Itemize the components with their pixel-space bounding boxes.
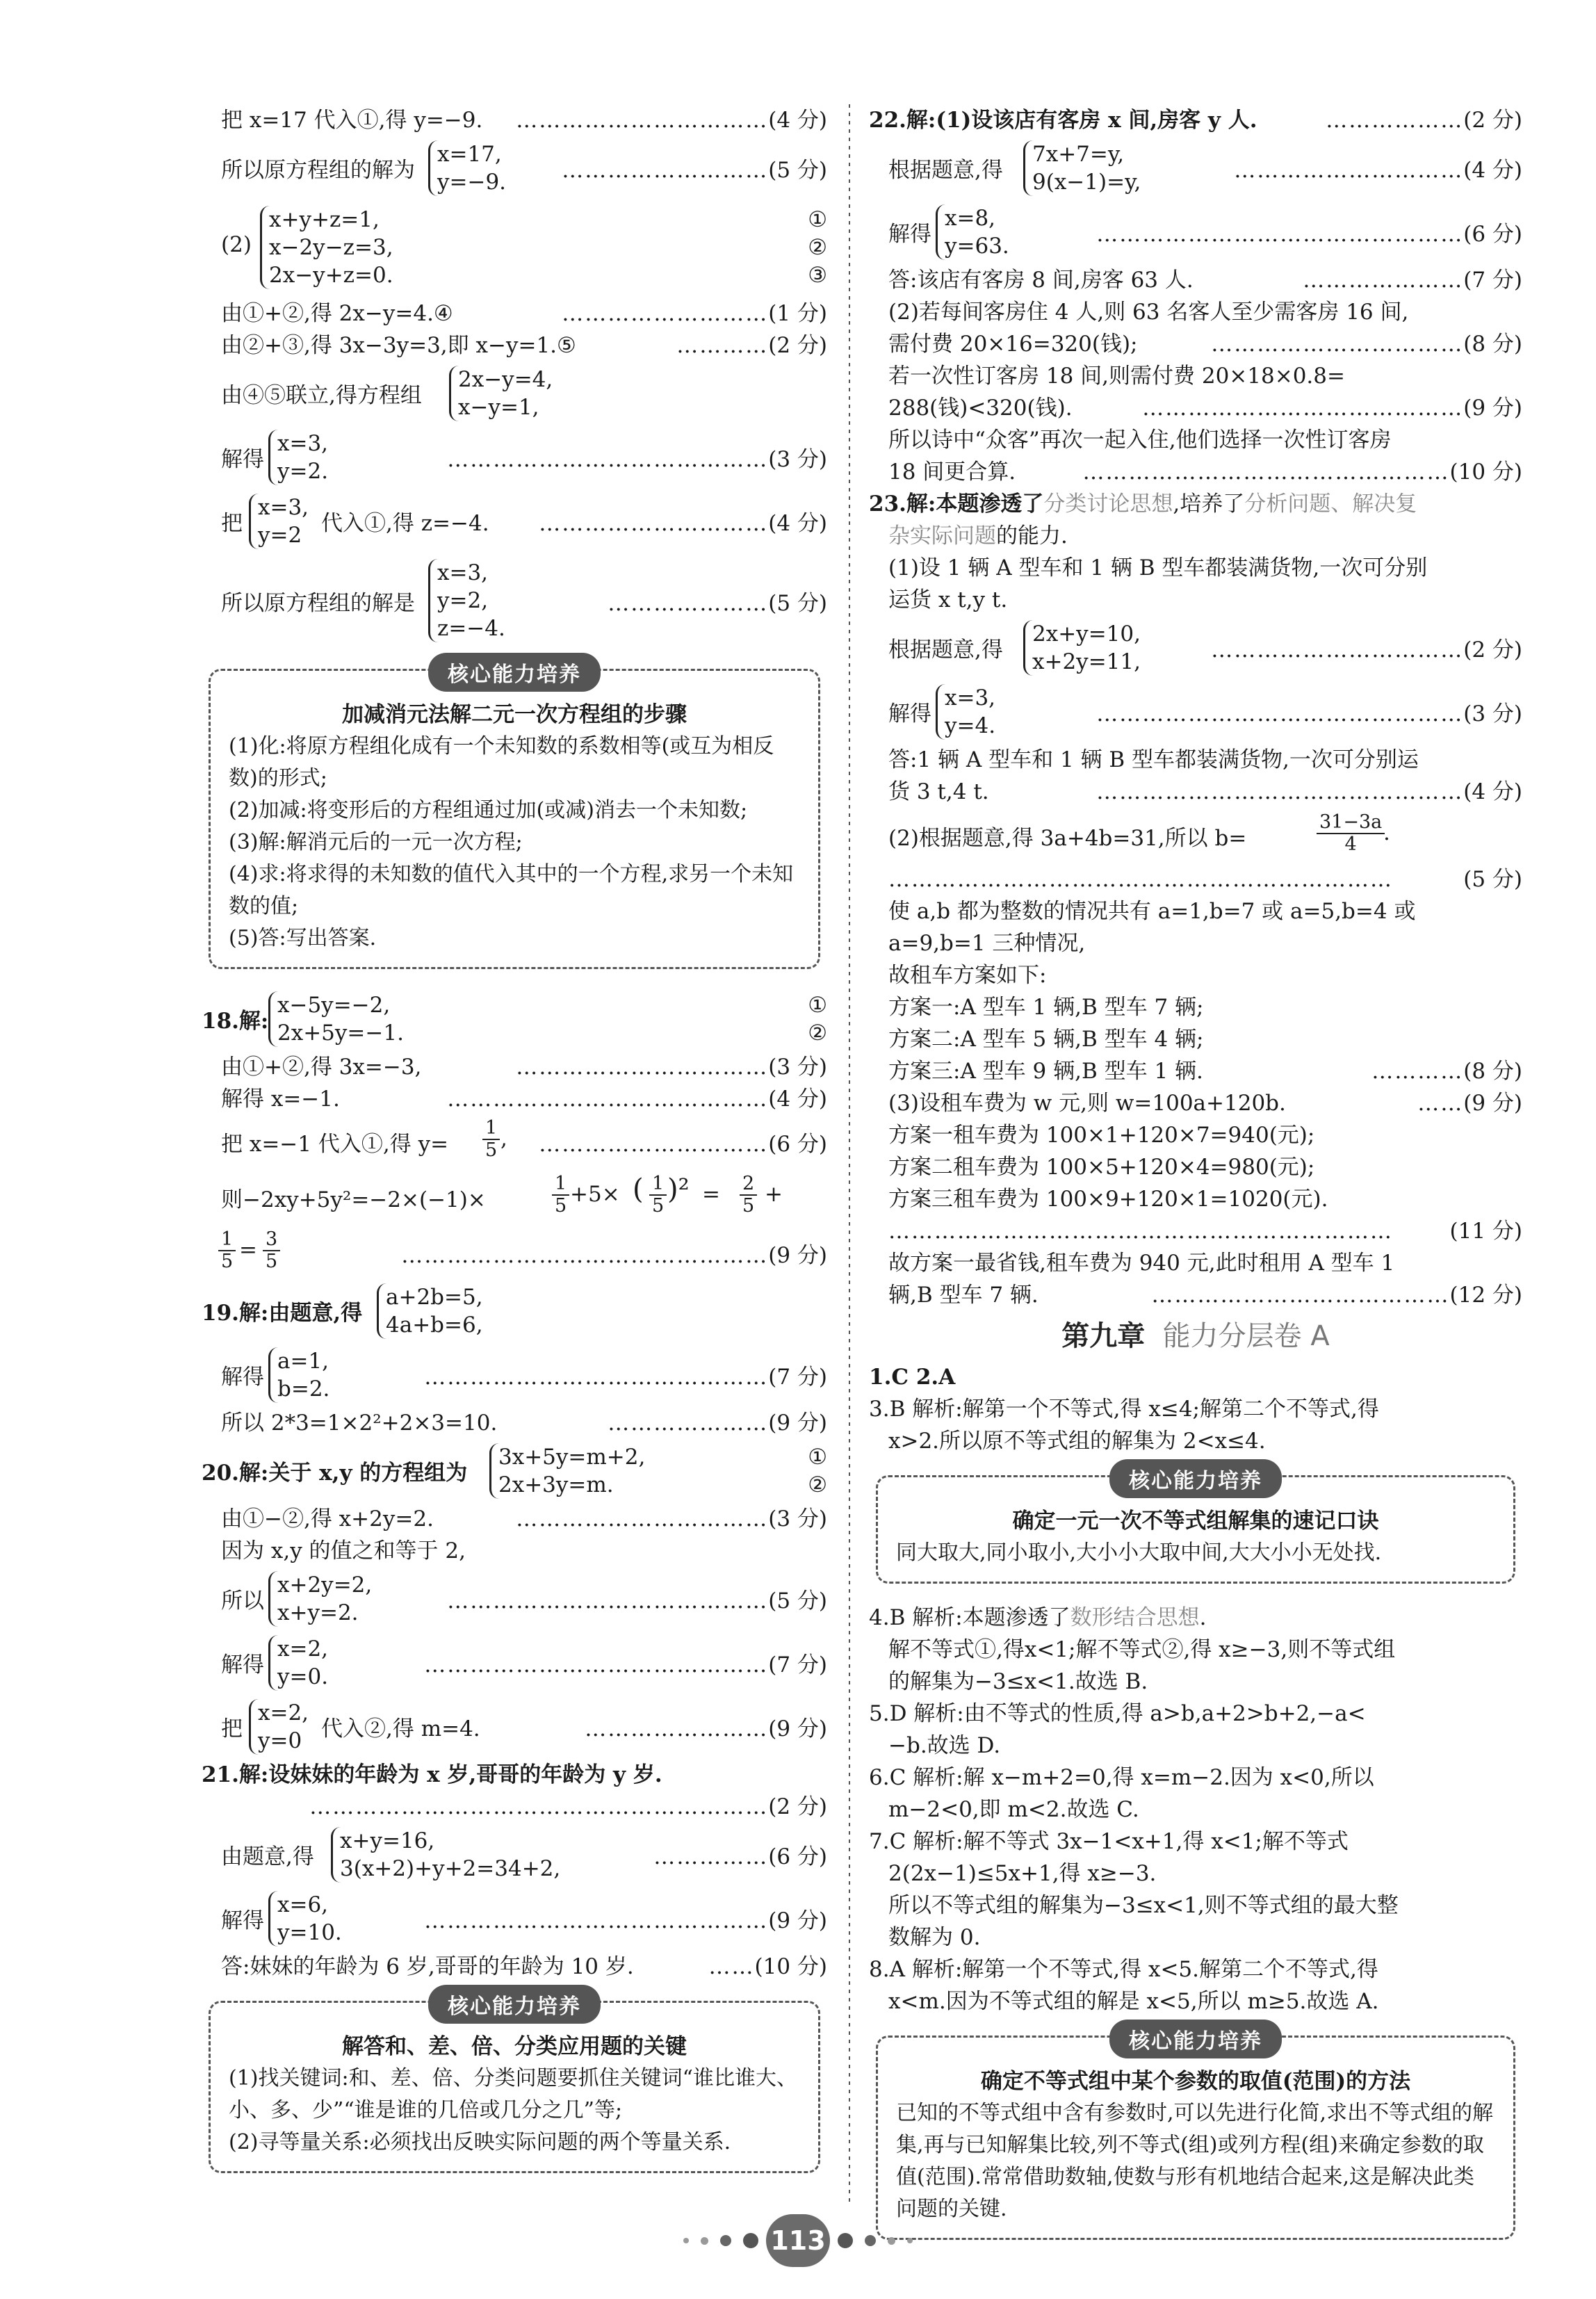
answer-line: 所以不等式组的解集为−3≤x<1,则不等式组的最大整: [888, 1893, 1399, 1918]
answer-line: 答:1 辆 A 型车和 1 辆 B 型车都装满货物,一次可分别运: [888, 747, 1419, 772]
answer-line: 杂实际问题的能力.: [888, 523, 1068, 549]
tip-badge: 核心能力培养: [428, 653, 601, 692]
highlight-term: 杂实际问题: [888, 523, 996, 549]
answer-block: $\frac{1}{5}$ = $\frac{3}{5}$ …………………………………………(9 分): [202, 1226, 827, 1279]
answer-line: (1)设 1 辆 A 型车和 1 辆 B 型车都装满货物,一次可分别: [888, 555, 1428, 580]
tip-text: 同大取大,同小取小,大小小大取中间,大大小小无处找.: [896, 1541, 1382, 1565]
tip-text: (5)答:写出答案.: [229, 926, 377, 950]
answer-block: 把 x=−1 代入①,得 y= $\frac{1}{5}$ , …………………………(6 分): [221, 1117, 827, 1161]
answer-line: 3.B 解析:解第一个不等式,得 x≤4;解第二个不等式,得: [869, 1397, 1379, 1422]
equation-system: x−5y=−2, 2x+5y=−1.: [268, 991, 404, 1047]
answer-line: 7.C 解析:解不等式 3x−1<x+1,得 x<1;解不等式: [869, 1829, 1349, 1854]
answer-line: 所以 2*3=1×2²+2×3=10. …………………(9 分): [221, 1411, 827, 1436]
equation-system: x=2, y=0: [249, 1699, 309, 1755]
line-text: 把 x=17 代入①,得 y=−9.: [221, 108, 483, 133]
equation-system: 2x−y=4, x−y=1,: [449, 366, 553, 421]
answer-line: 由①+②,得 2x−y=4.④ ………………………(1 分): [221, 301, 827, 326]
answer-line: 故方案一最省钱,租车费为 940 元,此时租用 A 型车 1: [888, 1251, 1395, 1276]
equation-system: x+y=16, 3(x+2)+y+2=34+2,: [331, 1827, 560, 1883]
tip-box-parameter-range: [876, 2029, 1515, 2240]
answer-line: 方案一:A 型车 1 辆,B 型车 7 辆;: [888, 995, 1204, 1020]
answer-block: [202, 200, 827, 298]
equation-system: x+2y=2, x+y=2.: [268, 1571, 372, 1627]
answer-line: 方案一租车费为 100×1+120×7=940(元);: [888, 1123, 1315, 1148]
tip-title: 确定一元一次不等式组解集的速记口诀: [1012, 1509, 1379, 1534]
equation-system: x=2, y=0.: [268, 1635, 328, 1691]
answer-block: 解得 x=3, y=4. …………………………………………(3 分): [888, 685, 1522, 738]
answer-block: 由④⑤联立,得方程组 2x−y=4, x−y=1,: [221, 367, 553, 420]
answer-line: 方案二:A 型车 5 辆,B 型车 4 辆;: [888, 1027, 1204, 1052]
equation-system: x=3, y=2: [249, 494, 309, 549]
answer-line: 数解为 0.: [888, 1925, 981, 1950]
answer-block: 把 x=3, y=2 代入①,得 z=−4. …………………………(4 分): [221, 495, 827, 548]
answer-line: 18 间更合算. …………………………………………(10 分): [888, 460, 1522, 485]
score: ………………………(5 分): [562, 158, 827, 183]
tip-box-solution-set: [876, 1469, 1515, 1584]
answer-line: 若一次性订客房 18 间,则需付费 20×18×0.8=: [888, 364, 1345, 389]
answer-line: (3)设租车费为 w 元,则 w=100a+120b. ……(9 分): [888, 1091, 1522, 1116]
answer-block: [202, 136, 827, 200]
answer-line: 解得 x=−1. ……………………………………(4 分): [221, 1087, 827, 1112]
answer-block: 则−2xy+5y²=−2×(−1)× $\frac{1}{5}$ +5× ( $\frac{1}{5}$ )² = $\frac{2}{5}$ +: [221, 1173, 783, 1217]
answer-line: 23.解:本题渗透了分类讨论思想,培养了分析问题、解决复: [869, 492, 1417, 517]
equation-system: x+y+z=1, x−2y−z=3, 2x−y+z=0.: [260, 206, 393, 289]
equation-system: x=17, y=−9.: [428, 140, 506, 196]
answer-block: 解得 a=1, b=2. ………………………………………(7 分): [221, 1349, 827, 1402]
answer-line: 2(2x−1)≤5x+1,得 x≥−3.: [888, 1861, 1157, 1886]
answer-block: 19.解:由题意,得 a+2b=5, 4a+b=6,: [202, 1285, 483, 1338]
answer-line: 货 3 t,4 t. …………………………………………(4 分): [888, 779, 1522, 804]
answer-line: 需付费 20×16=320(钱); ……………………………(8 分): [888, 332, 1522, 357]
tip-box-elimination: [209, 663, 820, 969]
answer-line: 由①+②,得 3x=−3, ……………………………(3 分): [221, 1055, 827, 1080]
answer-block: 根据题意,得 7x+7=y, 9(x−1)=y, …………………………(4 分): [888, 142, 1522, 195]
highlight-term: 分析问题、解决复: [1244, 492, 1417, 517]
answer-block: 所以原方程组的解是 x=3, y=2, z=−4. …………………(5 分): [221, 560, 827, 641]
answer-line: 21.解:设妹妹的年龄为 x 岁,哥哥的年龄为 y 岁.: [202, 1762, 662, 1787]
tip-title: 确定不等式组中某个参数的取值(范围)的方法: [980, 2069, 1411, 2094]
answer-block: 20.解:关于 x,y 的方程组为 3x+5y=m+2, 2x+3y=m. ① ②: [202, 1445, 827, 1497]
page-number: 113: [766, 2214, 830, 2267]
answer-line: 由①−②,得 x+2y=2. ……………………………(3 分): [221, 1506, 827, 1532]
answer-line: 运货 x t,y t.: [888, 587, 1008, 612]
equation-system: a=1, b=2.: [268, 1347, 329, 1403]
equation-system: 3x+5y=m+2, 2x+3y=m.: [489, 1443, 645, 1499]
answer-line: 288(钱)<320(钱). ……………………………………(9 分): [888, 396, 1522, 421]
answer-block: 所以 x+2y=2, x+y=2. ……………………………………(5 分): [221, 1573, 827, 1625]
answer-line: 答:妹妹的年龄为 6 岁,哥哥的年龄为 10 岁. ……(10 分): [221, 1954, 827, 1979]
answer-line: a=9,b=1 三种情况,: [888, 931, 1086, 956]
equation-system: a+2b=5, 4a+b=6,: [377, 1283, 483, 1339]
answer-line: 辆,B 型车 7 辆. …………………………………(12 分): [888, 1283, 1522, 1308]
tip-badge: 核心能力培养: [1109, 1459, 1282, 1498]
equation-system: x=3, y=2.: [268, 430, 328, 485]
answer-line: 方案二租车费为 100×5+120×4=980(元);: [888, 1155, 1315, 1180]
answer-line: ………………………………………………………… (11 分): [888, 1219, 1522, 1244]
score: ……………………………(4 分): [516, 108, 827, 133]
answer-block: 解得 x=8, y=63. …………………………………………(6 分): [888, 206, 1522, 259]
answer-line: 5.D 解析:由不等式的性质,得 a>b,a+2>b+2,−a<: [869, 1701, 1366, 1726]
tip-text: (4)求:将求得的未知数的值代入其中的一个方程,求另一个未知数的值;: [229, 862, 794, 918]
equation-markers: ① ② ③: [808, 207, 827, 288]
answer-line: 1.C 2.A: [869, 1365, 956, 1390]
answer-block: 18.解: x−5y=−2, 2x+5y=−1. ① ②: [202, 993, 827, 1046]
chapter-heading: 第九章 能力分层卷 A: [1061, 1320, 1330, 1352]
answer-line: 方案三:A 型车 9 辆,B 型车 1 辆. …………(8 分): [888, 1059, 1522, 1084]
answer-block: 解得 x=3, y=2. ……………………………………(3 分): [221, 431, 827, 484]
answer-line: 方案三租车费为 100×9+120×1=1020(元).: [888, 1187, 1328, 1212]
right-column: [869, 104, 1522, 2258]
tip-title: 加减消元法解二元一次方程组的步骤: [342, 702, 687, 727]
answer-line: 故租车方案如下:: [888, 963, 1047, 988]
answer-block: 解得 x=6, y=10. ………………………………………(9 分): [221, 1892, 827, 1945]
tip-badge: 核心能力培养: [1109, 2020, 1282, 2058]
answer-line: ………………………………………………………… (5 分): [888, 867, 1522, 892]
answer-block: 解得 x=2, y=0. ………………………………………(7 分): [221, 1636, 827, 1689]
equation-system: 7x+7=y, 9(x−1)=y,: [1023, 140, 1141, 196]
page-number-footer: [0, 2214, 1596, 2267]
tip-text: 已知的不等式组中含有参数时,可以先进行化简,求出不等式组的解集,再与已知解集比较,列不等式(组)或列方程(组)来确定参数的取值(范围).常常借助数轴,使数与形有机地结合起来,这是解决此类问题的关键.: [896, 2101, 1494, 2221]
answer-line: 使 a,b 都为整数的情况共有 a=1,b=7 或 a=5,b=4 或: [888, 899, 1416, 924]
tip-text: (2)加减:将变形后的方程组通过加(或减)消去一个未知数;: [229, 798, 748, 822]
line-text: (2): [221, 232, 252, 257]
equation-system: x=6, y=10.: [268, 1891, 342, 1947]
column-divider: [849, 104, 850, 2204]
equation-system: x=3, y=2, z=−4.: [428, 559, 505, 642]
answer-line: [202, 104, 827, 136]
answer-line: 答:该店有客房 8 间,房客 63 人. …………………(7 分): [888, 268, 1522, 293]
answer-line: x<m.因为不等式组的解是 x<5,所以 m≥5.故选 A.: [888, 1989, 1379, 2014]
answer-block: 把 x=2, y=0 代入②,得 m=4. ……………………(9 分): [221, 1700, 827, 1753]
line-text: 所以原方程组的解为: [221, 158, 415, 183]
tip-box-word-problems: [209, 1995, 820, 2173]
answer-block: (2)根据题意,得 3a+4b=31,所以 b= $\frac{31-3a}{4}$ .: [888, 811, 1390, 855]
left-column: [202, 104, 827, 2191]
answer-line: 4.B 解析:本题渗透了数形结合思想.: [869, 1605, 1207, 1630]
answer-block: 由题意,得 x+y=16, 3(x+2)+y+2=34+2, ……………(6 分): [221, 1828, 827, 1881]
answer-line: 所以诗中“众客”再次一起入住,他们选择一次性订客房: [888, 428, 1392, 453]
answer-line: 6.C 解析:解 x−m+2=0,得 x=m−2.因为 x<0,所以: [869, 1765, 1374, 1790]
tip-badge: 核心能力培养: [428, 1985, 601, 2024]
tip-text: (1)找关键词:和、差、倍、分类问题要抓住关键词“谁比谁大、小、多、少”“谁是谁的几倍或几分之几”等;: [229, 2066, 797, 2122]
answer-line: 8.A 解析:解第一个不等式,得 x<5.解第二个不等式,得: [869, 1957, 1378, 1982]
highlight-term: 分类讨论思想: [1043, 492, 1173, 517]
tip-text: (3)解:解消元后的一元一次方程;: [229, 830, 523, 854]
equation-system: x=8, y=63.: [936, 204, 1009, 260]
answer-block: 根据题意,得 2x+y=10, x+2y=11, ……………………………(2 分): [888, 622, 1522, 674]
answer-line: 22.解:(1)设该店有客房 x 间,房客 y 人. ………………(2 分): [869, 108, 1522, 133]
answer-line: x>2.所以原不等式组的解集为 2<x≤4.: [888, 1429, 1266, 1454]
tip-text: (2)寻等量关系:必须找出反映实际问题的两个等量关系.: [229, 2130, 731, 2154]
highlight-term: 数形结合思想: [1070, 1605, 1200, 1630]
answer-line: 解不等式①,得x<1;解不等式②,得 x≥−3,则不等式组: [888, 1637, 1396, 1662]
equation-system: 2x+y=10, x+2y=11,: [1023, 620, 1141, 676]
answer-line: m−2<0,即 m<2.故选 C.: [888, 1797, 1139, 1822]
tip-text: (1)化:将原方程组化成有一个未知数的系数相等(或互为相反数)的形式;: [229, 734, 774, 790]
equation-system: x=3, y=4.: [936, 684, 995, 740]
answer-line: 的解集为−3≤x<1.故选 B.: [888, 1669, 1148, 1694]
answer-line: 由②+③,得 3x−3y=3,即 x−y=1.⑤ …………(2 分): [221, 333, 827, 358]
tip-title: 解答和、差、倍、分类应用题的关键: [342, 2034, 687, 2059]
answer-line: (2)若每间客房住 4 人,则 63 名客人至少需客房 16 间,: [888, 300, 1409, 325]
answer-line: −b.故选 D.: [888, 1733, 1001, 1758]
answer-line: ……………………………………………………(2 分): [309, 1794, 827, 1819]
answer-line: 因为 x,y 的值之和等于 2,: [221, 1538, 466, 1563]
